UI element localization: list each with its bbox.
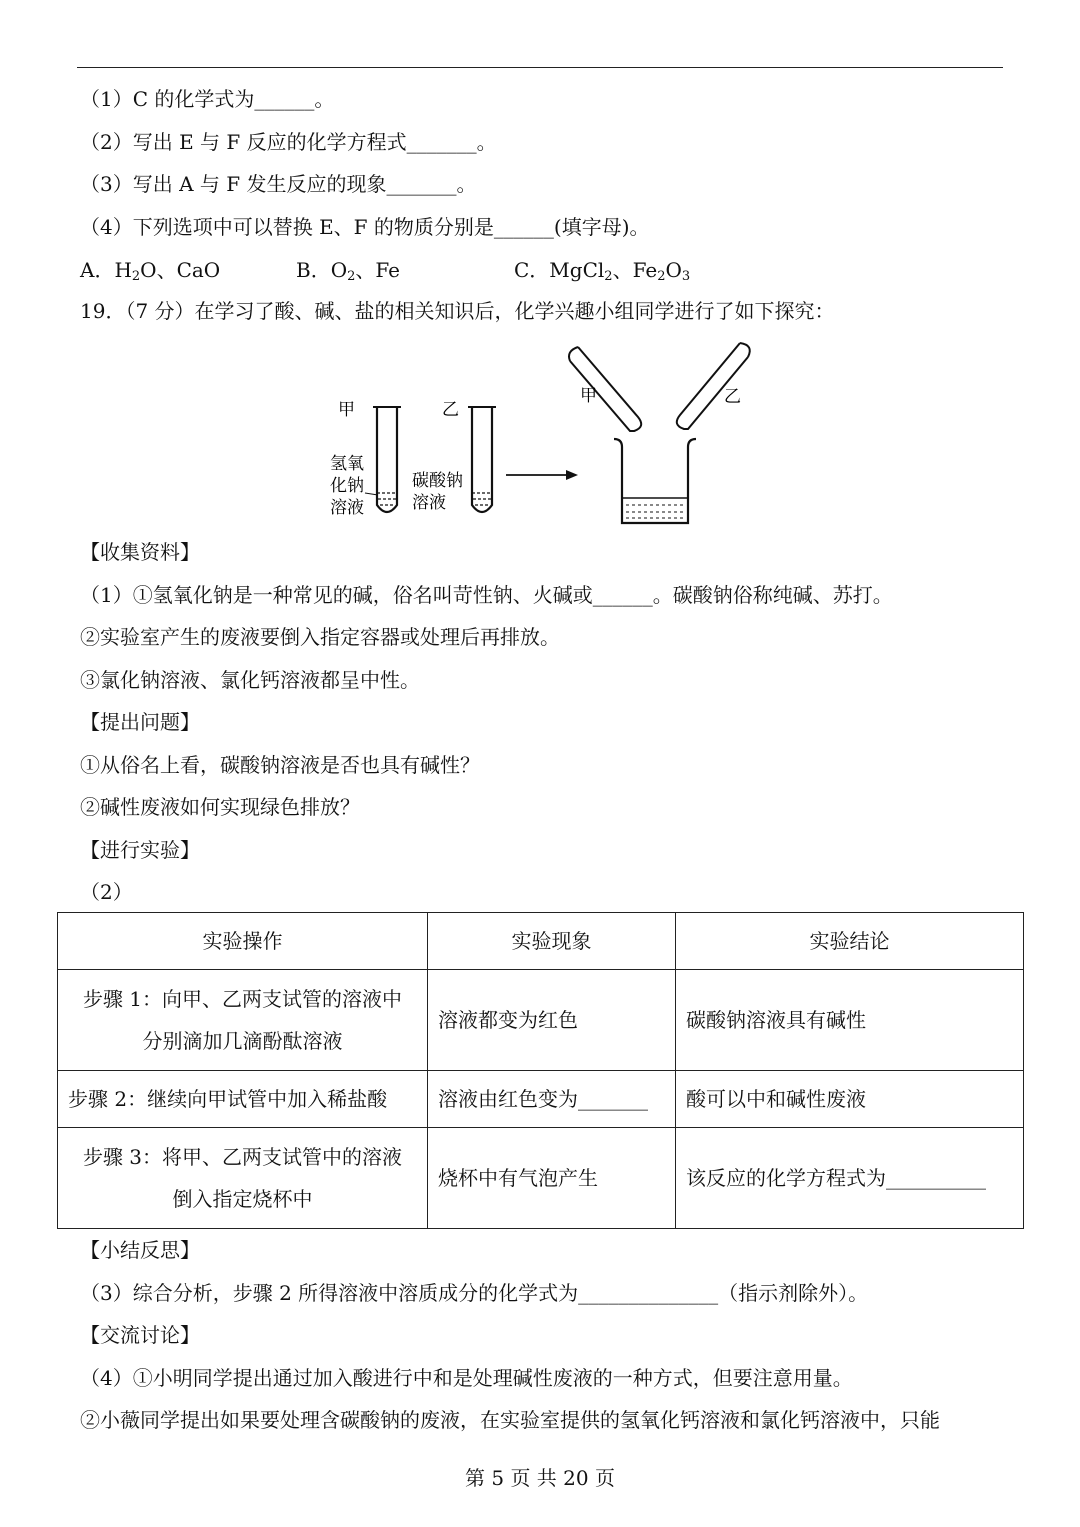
tube-jia-label: 甲	[338, 400, 355, 420]
table-cell-operation	[58, 1128, 428, 1229]
table-header: 实验现象	[428, 913, 676, 970]
table-cell-phenomenon: 溶液都变为红色	[428, 970, 676, 1071]
question-18-4: （4）下列选项中可以替换 E、F 的物质分别是______(填字母)。	[80, 215, 650, 239]
header-rule	[77, 67, 1003, 68]
table-cell-conclusion: 碳酸钠溶液具有碱性	[676, 970, 1024, 1071]
section-discuss-heading: 【交流讨论】	[80, 1323, 200, 1347]
section-summary-heading: 【小结反思】	[80, 1238, 200, 1262]
table-cell-phenomenon: 溶液由红色变为_______	[428, 1071, 676, 1128]
collect-item-1: （1）①氢氧化钠是一种常见的碱，俗名叫苛性钠、火碱或______。碳酸钠俗称纯碱、苏打。	[80, 583, 893, 607]
beaker	[614, 439, 696, 523]
pour-jia-label: 甲	[580, 386, 597, 406]
experiment-table	[57, 912, 1024, 1229]
test-tube-na2co3	[468, 407, 496, 512]
option-a: A．$H_2O$、CaO	[80, 258, 221, 284]
table-header: 实验操作	[58, 913, 428, 970]
table-header: 实验结论	[676, 913, 1024, 970]
table-cell-conclusion: 酸可以中和碱性废液	[676, 1071, 1024, 1128]
discuss-item-1: （4）①小明同学提出通过加入酸进行中和是处理碱性废液的一种方式，但要注意用量。	[80, 1366, 853, 1390]
section-collect-heading: 【收集资料】	[80, 540, 200, 564]
cell-line: 步骤 1：向甲、乙两支试管的溶液中	[82, 987, 403, 1011]
arrow-icon	[506, 470, 578, 480]
collect-item-2: ②实验室产生的废液要倒入指定容器或处理后再排放。	[80, 625, 560, 649]
option-c: C．MgCl$_2$、$Fe_2O_3$	[514, 258, 691, 284]
na2co3-label-1: 碳酸钠	[412, 471, 463, 491]
table-cell-conclusion: 该反应的化学方程式为__________	[676, 1128, 1024, 1229]
pouring-tube-right	[677, 343, 750, 429]
naoh-label-2: 化钠	[330, 476, 364, 496]
table-row	[58, 1128, 1024, 1229]
option-b: B．$O_2$、Fe	[296, 258, 400, 284]
cell-line: 步骤 3：将甲、乙两支试管中的溶液	[82, 1145, 403, 1169]
table-row	[58, 1071, 1024, 1128]
experiment-figure	[320, 335, 770, 535]
naoh-label-3: 溶液	[330, 498, 364, 518]
experiment-number: （2）	[80, 880, 133, 904]
test-tube-naoh	[373, 407, 401, 512]
na2co3-label-2: 溶液	[412, 493, 446, 513]
table-row	[58, 970, 1024, 1071]
page-footer: 第 5 页 共 20 页	[465, 1466, 615, 1490]
table-cell-operation: 步骤 2：继续向甲试管中加入稀盐酸	[58, 1071, 428, 1128]
tube-yi-label: 乙	[442, 400, 459, 420]
question-18-2: （2）写出 E 与 F 反应的化学方程式_______。	[80, 130, 497, 154]
question-item-1: ①从俗名上看，碳酸钠溶液是否也具有碱性？	[80, 753, 480, 777]
table-cell-phenomenon: 烧杯中有气泡产生	[428, 1128, 676, 1229]
question-item-2: ②碱性废液如何实现绿色排放？	[80, 795, 360, 819]
cell-line: 倒入指定烧杯中	[172, 1187, 313, 1211]
section-experiment-heading: 【进行实验】	[80, 838, 200, 862]
table-header-row	[58, 913, 1024, 970]
collect-item-3: ③氯化钠溶液、氯化钙溶液都呈中性。	[80, 668, 420, 692]
pour-yi-label: 乙	[724, 387, 741, 407]
question-18-3: （3）写出 A 与 F 发生反应的现象_______。	[80, 172, 477, 196]
question-19-stem: 19．（7 分）在学习了酸、碱、盐的相关知识后，化学兴趣小组同学进行了如下探究：	[80, 299, 835, 323]
discuss-item-2: ②小薇同学提出如果要处理含碳酸钠的废液，在实验室提供的氢氧化钙溶液和氯化钙溶液中，只能	[80, 1408, 940, 1432]
naoh-label-1: 氢氧	[330, 454, 364, 474]
summary-item-1: （3）综合分析，步骤 2 所得溶液中溶质成分的化学式为______________（指示剂除外）。	[80, 1281, 869, 1305]
table-cell-operation	[58, 970, 428, 1071]
question-18-1: （1）C 的化学式为______。	[80, 87, 335, 111]
cell-line: 分别滴加几滴酚酞溶液	[142, 1029, 343, 1053]
section-question-heading: 【提出问题】	[80, 710, 200, 734]
